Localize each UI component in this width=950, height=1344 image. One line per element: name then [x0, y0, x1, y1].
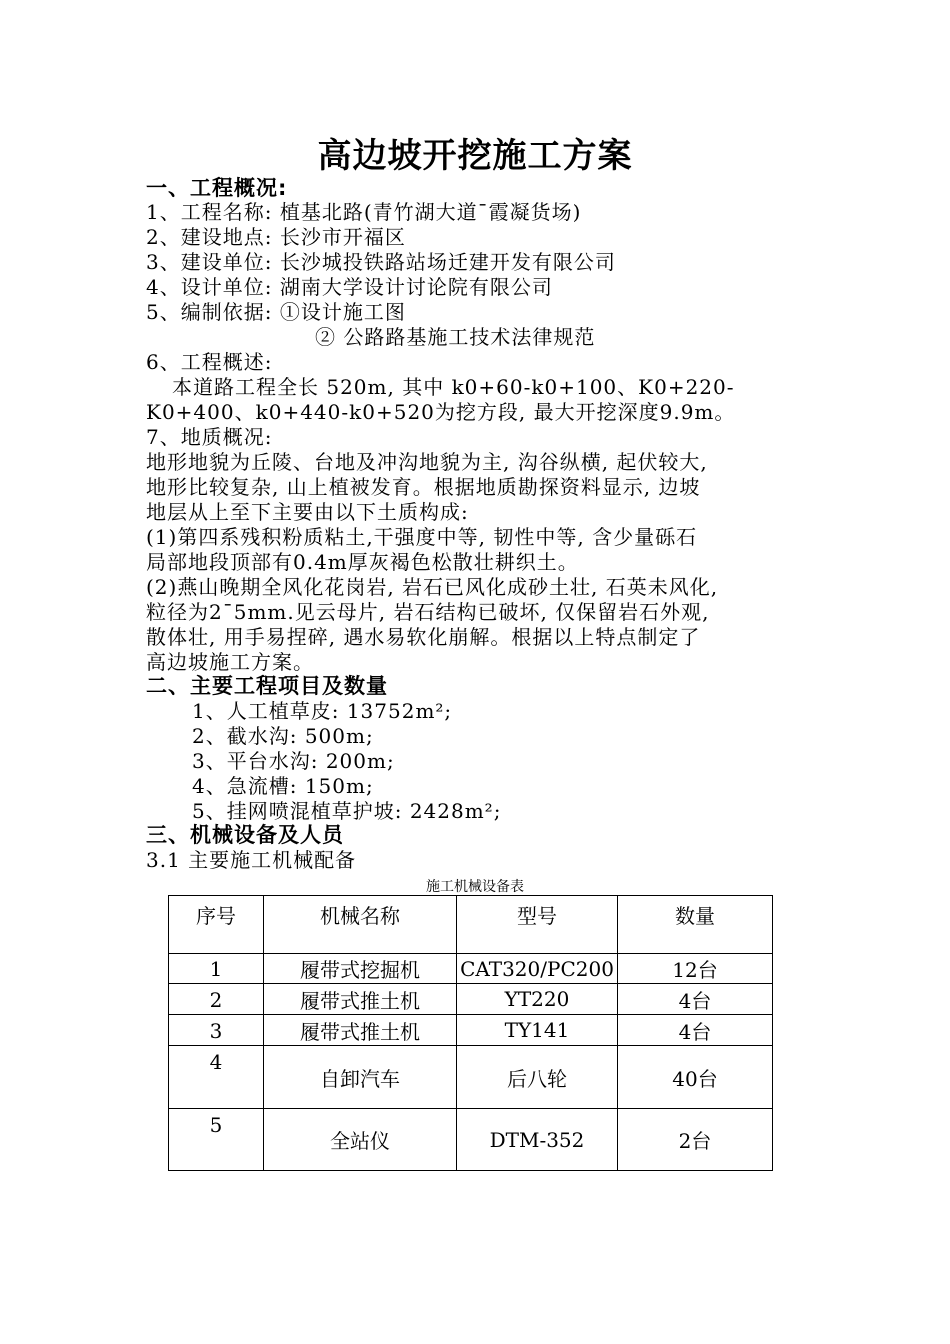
- item-location: 2、建设地点: 长沙市开福区: [146, 225, 406, 249]
- cell-quantity: 40台: [618, 1046, 773, 1109]
- cell-model: CAT320/PC200: [457, 954, 618, 984]
- equipment-table: [168, 895, 773, 1171]
- table-row: [169, 984, 773, 1015]
- cell-name: 全站仪: [264, 1109, 457, 1171]
- table-row: [169, 1109, 773, 1171]
- section-heading-equipment: 三、机械设备及人员: [146, 823, 344, 847]
- table-row: [169, 954, 773, 984]
- item-project-name: 1、工程名称: 植基北路(青竹湖大道¯霞凝货场): [146, 200, 582, 224]
- cell-model: TY141: [457, 1015, 618, 1046]
- cell-index: 3: [169, 1015, 264, 1046]
- item-basis: 5、编制依据: ①设计施工图: [146, 300, 406, 324]
- overview-label: 6、工程概述:: [146, 350, 273, 374]
- table-header-row: [169, 896, 773, 954]
- cell-name: 履带式推土机: [264, 984, 457, 1015]
- cell-model: 后八轮: [457, 1046, 618, 1109]
- geology-text-line: 高边坡施工方案。: [146, 650, 314, 674]
- geology-text-line: 粒径为2¯5mm.见云母片, 岩石结构已破坏, 仅保留岩石外观,: [146, 600, 710, 624]
- table-row: [169, 1046, 773, 1109]
- header-cell-model: 型号: [457, 896, 618, 954]
- geology-label: 7、地质概况:: [146, 425, 273, 449]
- overview-text-line: 本道路工程全长 520m, 其中 k0+60-k0+100、K0+220-: [172, 375, 735, 399]
- quantity-item: 4、急流槽: 150m;: [192, 774, 374, 798]
- cell-index: 5: [169, 1109, 264, 1171]
- cell-name: 自卸汽车: [264, 1046, 457, 1109]
- geology-text-line: 地层从上至下主要由以下土质构成:: [146, 500, 469, 524]
- cell-model: DTM-352: [457, 1109, 618, 1171]
- cell-index: 2: [169, 984, 264, 1015]
- geology-text-line: 地形比较复杂, 山上植被发育。根据地质勘探资料显示, 边坡: [146, 475, 701, 499]
- cell-index: 1: [169, 954, 264, 984]
- geology-text-line: 地形地貌为丘陵、台地及冲沟地貌为主, 沟谷纵横, 起伏较大,: [146, 450, 708, 474]
- cell-name: 履带式挖掘机: [264, 954, 457, 984]
- cell-name: 履带式推土机: [264, 1015, 457, 1046]
- geology-text-line: 散体壮, 用手易捏碎, 遇水易软化崩解。根据以上特点制定了: [146, 625, 701, 649]
- item-designer: 4、设计单位: 湖南大学设计讨论院有限公司: [146, 275, 553, 299]
- overview-text-line: K0+400、k0+440-k0+520为挖方段, 最大开挖深度9.9m。: [146, 400, 736, 424]
- cell-quantity: 4台: [618, 984, 773, 1015]
- geology-text-line: (2)燕山晚期全风化花岗岩, 岩石已风化成砂土壮, 石英未风化,: [146, 575, 719, 599]
- cell-quantity: 12台: [618, 954, 773, 984]
- header-cell-index: 序号: [169, 896, 264, 954]
- geology-text-line: 局部地段顶部有0.4m厚灰褐色松散壮耕织土。: [146, 550, 579, 574]
- subsection-title: 3.1 主要施工机械配备: [146, 848, 357, 872]
- cell-index: 4: [169, 1046, 264, 1109]
- cell-model: YT220: [457, 984, 618, 1015]
- quantity-item: 2、截水沟: 500m;: [192, 724, 374, 748]
- header-cell-quantity: 数量: [618, 896, 773, 954]
- quantity-item: 5、挂网喷混植草护坡: 2428m²;: [192, 799, 502, 823]
- quantity-item: 3、平台水沟: 200m;: [192, 749, 395, 773]
- table-caption: 施工机械设备表: [426, 879, 524, 895]
- section-heading-quantities: 二、主要工程项目及数量: [146, 674, 388, 698]
- cell-quantity: 4台: [618, 1015, 773, 1046]
- geology-text-line: (1)第四系残积粉质粘土,干强度中等, 韧性中等, 含少量砾石: [146, 525, 698, 549]
- header-cell-name: 机械名称: [264, 896, 457, 954]
- quantity-item: 1、人工植草皮: 13752m²;: [192, 699, 453, 723]
- cell-quantity: 2台: [618, 1109, 773, 1171]
- page-title: 高边坡开挖施工方案: [317, 136, 633, 176]
- section-heading-overview: 一、工程概况:: [146, 176, 288, 200]
- item-builder: 3、建设单位: 长沙城投铁路站场迁建开发有限公司: [146, 250, 616, 274]
- table-row: [169, 1015, 773, 1046]
- item-basis-2: ② 公路路基施工技术法律规范: [315, 325, 596, 349]
